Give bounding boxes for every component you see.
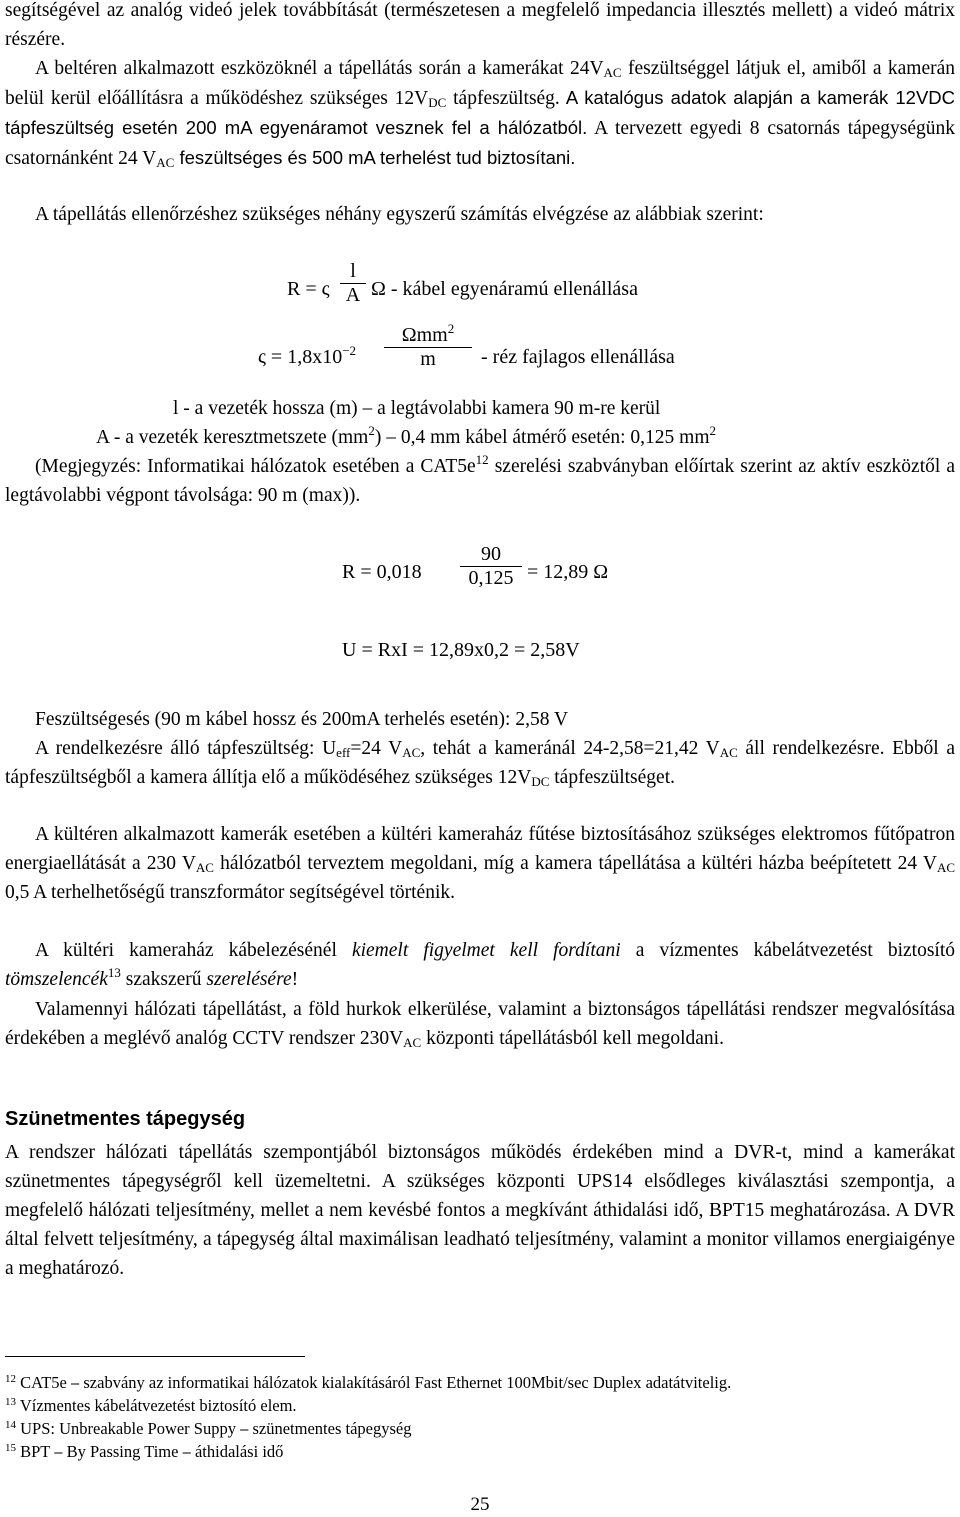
- superscript: 2: [447, 321, 455, 336]
- footnote-15: [5, 1442, 283, 1462]
- text-run: 0,5 A terhelhetőségű transzformátor segítségével történik.: [5, 882, 455, 903]
- available-voltage-paragraph: [5, 734, 955, 792]
- def-length: l - a vezeték hossza (m) ⎯ a legtávolabbi kamera 90 m-re kerül: [173, 398, 661, 419]
- text-run: =24 V: [350, 738, 403, 759]
- fraction-denominator: 0,125: [468, 567, 514, 589]
- subscript: AC: [402, 745, 421, 760]
- footnote-number: 13: [5, 1396, 16, 1408]
- text-run: , tehát a kameránál 24-2,58=21,42 V: [420, 738, 720, 759]
- text-run: !: [291, 969, 299, 990]
- footnote-text: UPS: Unbreakable Power Suppy ⎯ szünetmentes tápegység: [20, 1419, 412, 1438]
- text-run: A beltéren alkalmazott eszközöknél a tápellátás során a kamerákat 24V: [35, 58, 604, 79]
- intro-line: segítségével az analóg videó jelek továbbítását (természetesen a megfelelő impedancia illesztés mellett) a videó mátrix részére.: [5, 0, 955, 50]
- page-number: 25: [470, 1494, 490, 1515]
- text-run: tápfeszültség.: [446, 88, 560, 109]
- text-run: szerelési szabványban előírtak szerint az aktív eszköztől a legtávolabbi végpont távolsága: 90 m (max)).: [5, 456, 955, 506]
- subscript: DC: [531, 774, 550, 789]
- superscript: 2: [368, 423, 375, 438]
- text-run: Valamennyi hálózati tápellátást, a föld hurkok elkerülése, valamint a biztonságos tápellátási rendszer megvalósítása érdekében a meglévő analóg CCTV rendszer 230V: [5, 999, 955, 1049]
- formula-resistivity-fraction: [384, 321, 472, 371]
- note-paragraph: [5, 452, 955, 510]
- subscript: DC: [428, 95, 447, 110]
- text-run: A rendszer hálózati tápellátás szempontjából biztonságos működés érdekében mind a DVR-t, mind a kamerákat szünetmentes tápegységről kell üzemeltetni. A szükséges központi UPS14 elsődleges kiválasztási szempontja, a megfelelő hálózati teljesítmény, mellet a nem kevésbé fontos a megkívánt áthidalási idő, BPT15 meghatározása. A DVR által felvett teljesítmény, a tápegység által maximálisan leadható teljesítmény, valamint a monitor villamos energiaigénye a meghatározó.: [5, 1142, 955, 1279]
- footnote-number: 14: [5, 1419, 16, 1431]
- calc-resistance-fraction: [460, 543, 522, 590]
- italic-emphasis: kiemelt figyelmet kell fordítani: [351, 940, 621, 961]
- text-run: Feszültségesés (90 m kábel hossz és 200mA terhelés esetén): 2,58 V: [35, 709, 569, 730]
- text-run: tápfeszültséget.: [549, 767, 675, 788]
- calc-voltage: U = RxI = 12,89x0,2 = 2,58V: [342, 639, 580, 661]
- footnote-text: CAT5e ⎯ szabvány az informatikai hálózatok kialakításáról Fast Ethernet 100Mbit/sec Duplex adatátvitelig.: [20, 1373, 732, 1392]
- subscript: AC: [156, 155, 175, 170]
- text-run: Ωmm: [401, 324, 448, 346]
- text-run: szakszerű: [120, 969, 207, 990]
- calc-resistance-lhs: R = 0,018: [342, 561, 422, 583]
- section-heading: Szünetmentes tápegység: [5, 1108, 246, 1130]
- italic-emphasis: tömszelencék: [5, 969, 108, 990]
- text-run: A - a vezeték keresztmetszete (mm: [96, 427, 369, 448]
- subscript: AC: [603, 65, 622, 80]
- subscript: AC: [403, 1035, 422, 1050]
- superscript: −2: [342, 343, 357, 358]
- formula-resistivity-lhs: [258, 343, 357, 369]
- fraction-numerator: l: [350, 260, 356, 282]
- subscript: AC: [195, 860, 214, 875]
- formula-resistance-lhs: R = ς: [287, 278, 330, 300]
- text-run: A rendelkezésre álló tápfeszültség: U: [35, 738, 337, 759]
- footnote-text: Vízmentes kábelátvezetést biztosító elem.: [19, 1396, 297, 1415]
- superscript: 2: [709, 423, 716, 438]
- cabling-paragraph: [5, 936, 955, 994]
- fraction-denominator: m: [420, 348, 436, 370]
- text-run: A tápellátás ellenőrzéshez szükséges néhány egyszerű számítás elvégzése az alábbiak szerint:: [35, 204, 764, 225]
- text-run: feszültséggel látjuk el, amiből a kamerán belül kerül előállításra a működéshez szükséges 12V: [5, 58, 955, 109]
- formula-resistivity-text: - réz fajlagos ellenállása: [481, 346, 675, 368]
- text-run: hálózatból terveztem megoldani, míg a kamera tápellátása a kültéri házba beépítetett 24 V: [213, 853, 937, 874]
- text-run: A kültéren alkalmazott kamerák esetében a kültéri kameraház fűtése biztosításához szükséges elektromos fűtőpatron energiaellátását a 230 V: [5, 824, 955, 874]
- text-run: (Megjegyzés: Informatikai hálózatok esetében a CAT5e: [35, 456, 476, 477]
- fraction-numerator: [384, 321, 472, 347]
- footnote-13: [5, 1396, 297, 1416]
- text-run: ς = 1,8x10: [258, 346, 343, 368]
- outdoor-paragraph: [5, 820, 955, 907]
- footnote-ref: 13: [107, 965, 121, 980]
- central-power-paragraph: [5, 995, 955, 1053]
- text-run: A kültéri kameraház kábelezésénél: [35, 940, 352, 961]
- calc-intro-paragraph: [5, 200, 955, 229]
- footnote-number: 12: [5, 1373, 16, 1385]
- def-cross-section: [96, 423, 716, 449]
- voltage-drop-paragraph: [5, 705, 955, 734]
- footnote-14: [5, 1419, 411, 1439]
- text-run: ) ⎯ 0,4 mm kábel átmérő esetén: 0,125 mm: [374, 427, 710, 448]
- calc-resistance-rhs: = 12,89 Ω: [527, 561, 609, 583]
- power-paragraph: [5, 54, 955, 173]
- text-run: a vízmentes kábelátvezetést biztosító: [620, 940, 955, 961]
- ups-paragraph: [5, 1138, 955, 1283]
- fraction-numerator: 90: [481, 543, 501, 565]
- italic-emphasis: szerelésére: [206, 969, 292, 990]
- text-run: feszültséges és 500 mA terhelést tud biztosítani.: [174, 147, 576, 168]
- text-run: központi tápellátásból kell megoldani.: [421, 1028, 724, 1049]
- footnote-12: [5, 1373, 731, 1393]
- text-run: A tervezett egyedi 8 csatornás tápegységünk csatornánként 24 V: [5, 118, 955, 169]
- subscript: AC: [719, 745, 738, 760]
- formula-resistance-text: Ω - kábel egyenáramú ellenállása: [371, 278, 638, 300]
- footnote-divider: [5, 1356, 305, 1357]
- footnote-number: 15: [5, 1442, 16, 1454]
- text-run: áll rendelkezésre. Ebből a tápfeszültségből a kamera állítja elő a működéséhez szükséges 12V: [5, 738, 955, 788]
- text-run: A katalógus adatok alapján a kamerák 12VDC tápfeszültség esetén 200 mA egyenáramot vesznek fel a hálózatból.: [5, 87, 956, 138]
- fraction-denominator: A: [345, 284, 361, 306]
- subscript: AC: [936, 860, 955, 875]
- footnote-ref: 12: [475, 452, 489, 467]
- intro-paragraph: [5, 0, 955, 54]
- footnote-text: BPT ⎯ By Passing Time ⎯ áthidalási idő: [20, 1442, 284, 1461]
- formula-resistance-fraction: [340, 260, 366, 307]
- subscript: eff: [336, 745, 351, 760]
